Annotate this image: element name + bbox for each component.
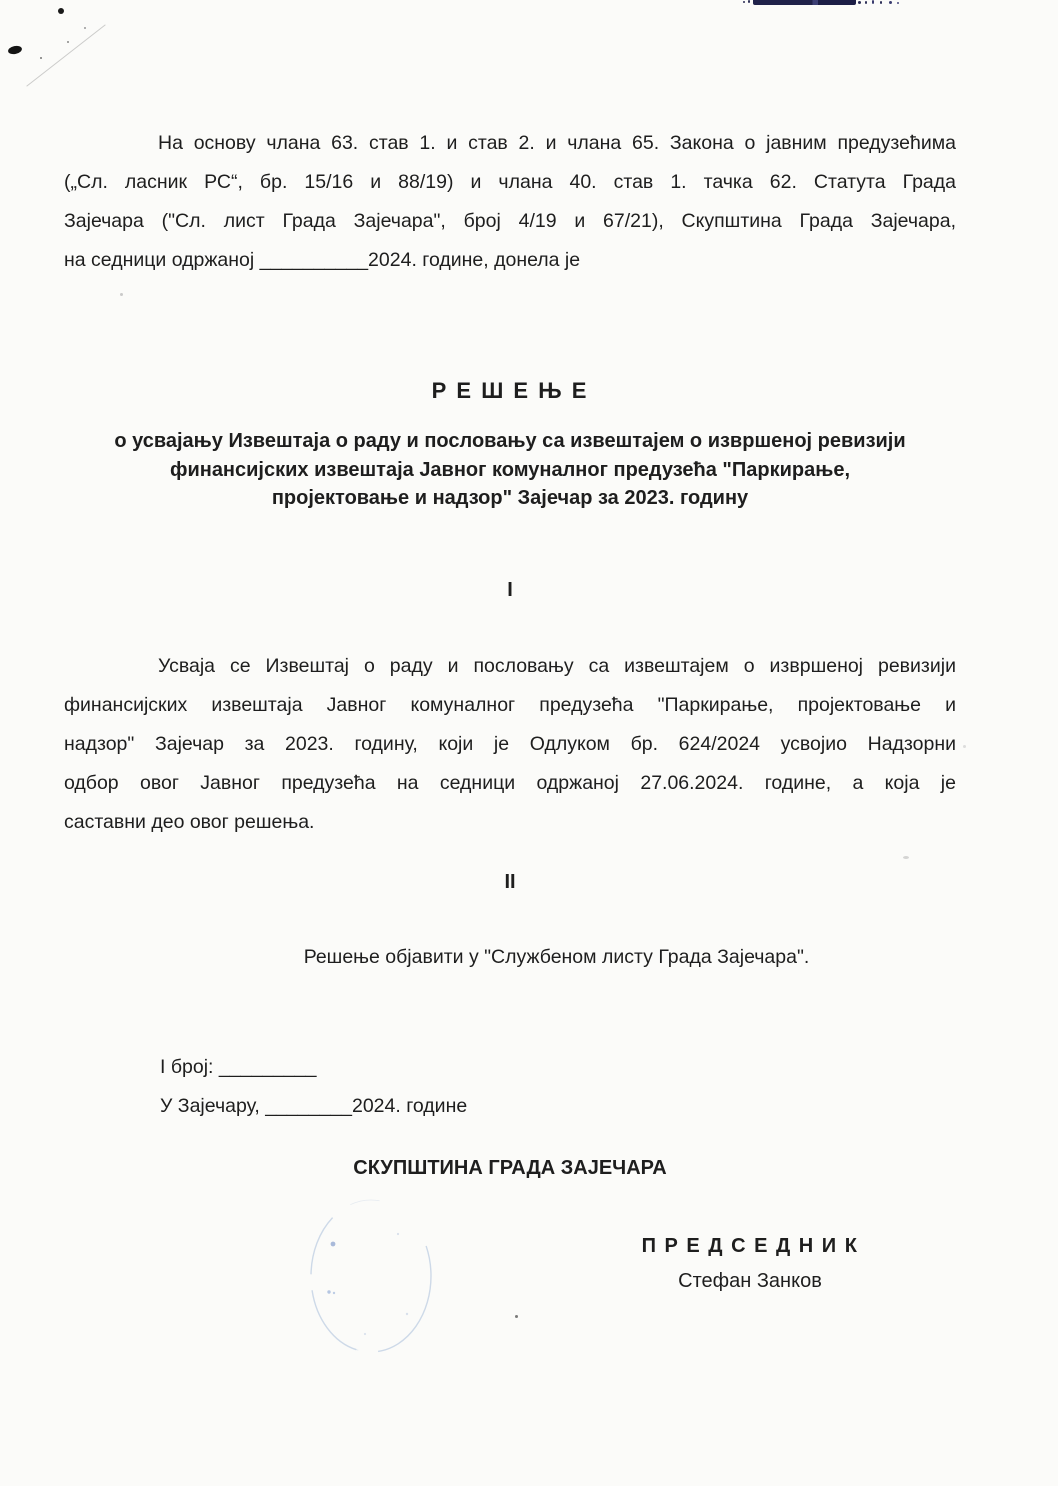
place-date-line: У Зајечару, ________2024. године — [160, 1095, 468, 1117]
legal-basis-line: Зајечара ("Сл. лист Града Зајечара", број 4/19 и 67/21), Скупштина Града Зајечара, — [64, 210, 956, 232]
president-name: Стефан Занков — [678, 1270, 822, 1292]
section-1-line: саставни део овог решења. — [64, 811, 315, 833]
scan-speck — [963, 745, 966, 748]
scan-speck — [889, 1, 892, 4]
section-1-line: одбор овог Јавног предузећа на седници одржаној 27.06.2024. године, а која је — [64, 772, 956, 794]
section-1-numeral: I — [507, 579, 513, 601]
document-subtitle-line: финансијских извештаја Јавног комуналног предузећа "Паркирање, — [169, 458, 851, 481]
scan-speck — [67, 41, 69, 43]
section-1-line: надзор" Зајечар за 2023. годину, који је Одлуком бр. 624/2024 усвојио Надзорни — [64, 733, 956, 755]
scan-speck — [84, 27, 86, 29]
legal-basis-line: („Сл. ласник РС“, бр. 15/16 и 88/19) и члана 40. став 1. тачка 62. Статута Града — [64, 171, 956, 193]
scan-speck — [748, 0, 750, 3]
scan-artifact-bar — [753, 0, 856, 5]
scan-scratch — [26, 24, 105, 86]
ink-stamp-outline — [303, 1194, 443, 1359]
document-subtitle — [64, 427, 956, 513]
scan-speck — [880, 1, 882, 4]
legal-basis-line: На основу члана 63. став 1. и став 2. и члана 65. Закона о јавним предузећима — [158, 132, 956, 154]
scan-speck — [58, 8, 64, 14]
section-1-paragraph — [64, 647, 956, 842]
scan-speck — [897, 2, 899, 4]
section-1-line: Усваја се Извештај о раду и пословању са извештајем о извршеној ревизији — [158, 655, 956, 677]
scan-speck — [903, 856, 909, 859]
publication-clause: Решење објавити у "Службеном листу Града Зајечара". — [303, 946, 810, 968]
scan-speck — [865, 1, 867, 4]
president-title: П Р Е Д С Е Д Н И К — [641, 1235, 859, 1257]
document-subtitle-line: пројектовање и надзор" Зајечар за 2023. годину — [271, 487, 749, 509]
legal-basis-line: на седници одржаној __________2024. године, донела је — [64, 249, 581, 271]
scan-speck — [858, 1, 861, 4]
section-1-line: финансијских извештаја Јавног комуналног предузећа "Паркирање, пројектовање и — [64, 694, 956, 716]
document-title: Р Е Ш Е Њ Е — [431, 378, 589, 403]
scan-speck — [120, 293, 123, 296]
assembly-name: СКУПШТИНА ГРАДА ЗАЈЕЧАРА — [353, 1157, 667, 1179]
signature-block — [600, 1233, 900, 1294]
section-2-numeral: II — [504, 871, 516, 893]
scan-speck — [743, 1, 745, 3]
document-subtitle-line: о усвајању Извештаја о раду и пословању са извештајем о извршеној ревизији — [114, 430, 906, 452]
footer-reference-block — [64, 1048, 956, 1126]
scan-speck — [40, 57, 42, 59]
scan-blob — [7, 45, 22, 56]
scan-speck — [515, 1315, 518, 1318]
legal-basis-paragraph — [64, 124, 956, 280]
case-number-line: I број: _________ — [160, 1056, 317, 1078]
scan-speck — [872, 0, 874, 4]
